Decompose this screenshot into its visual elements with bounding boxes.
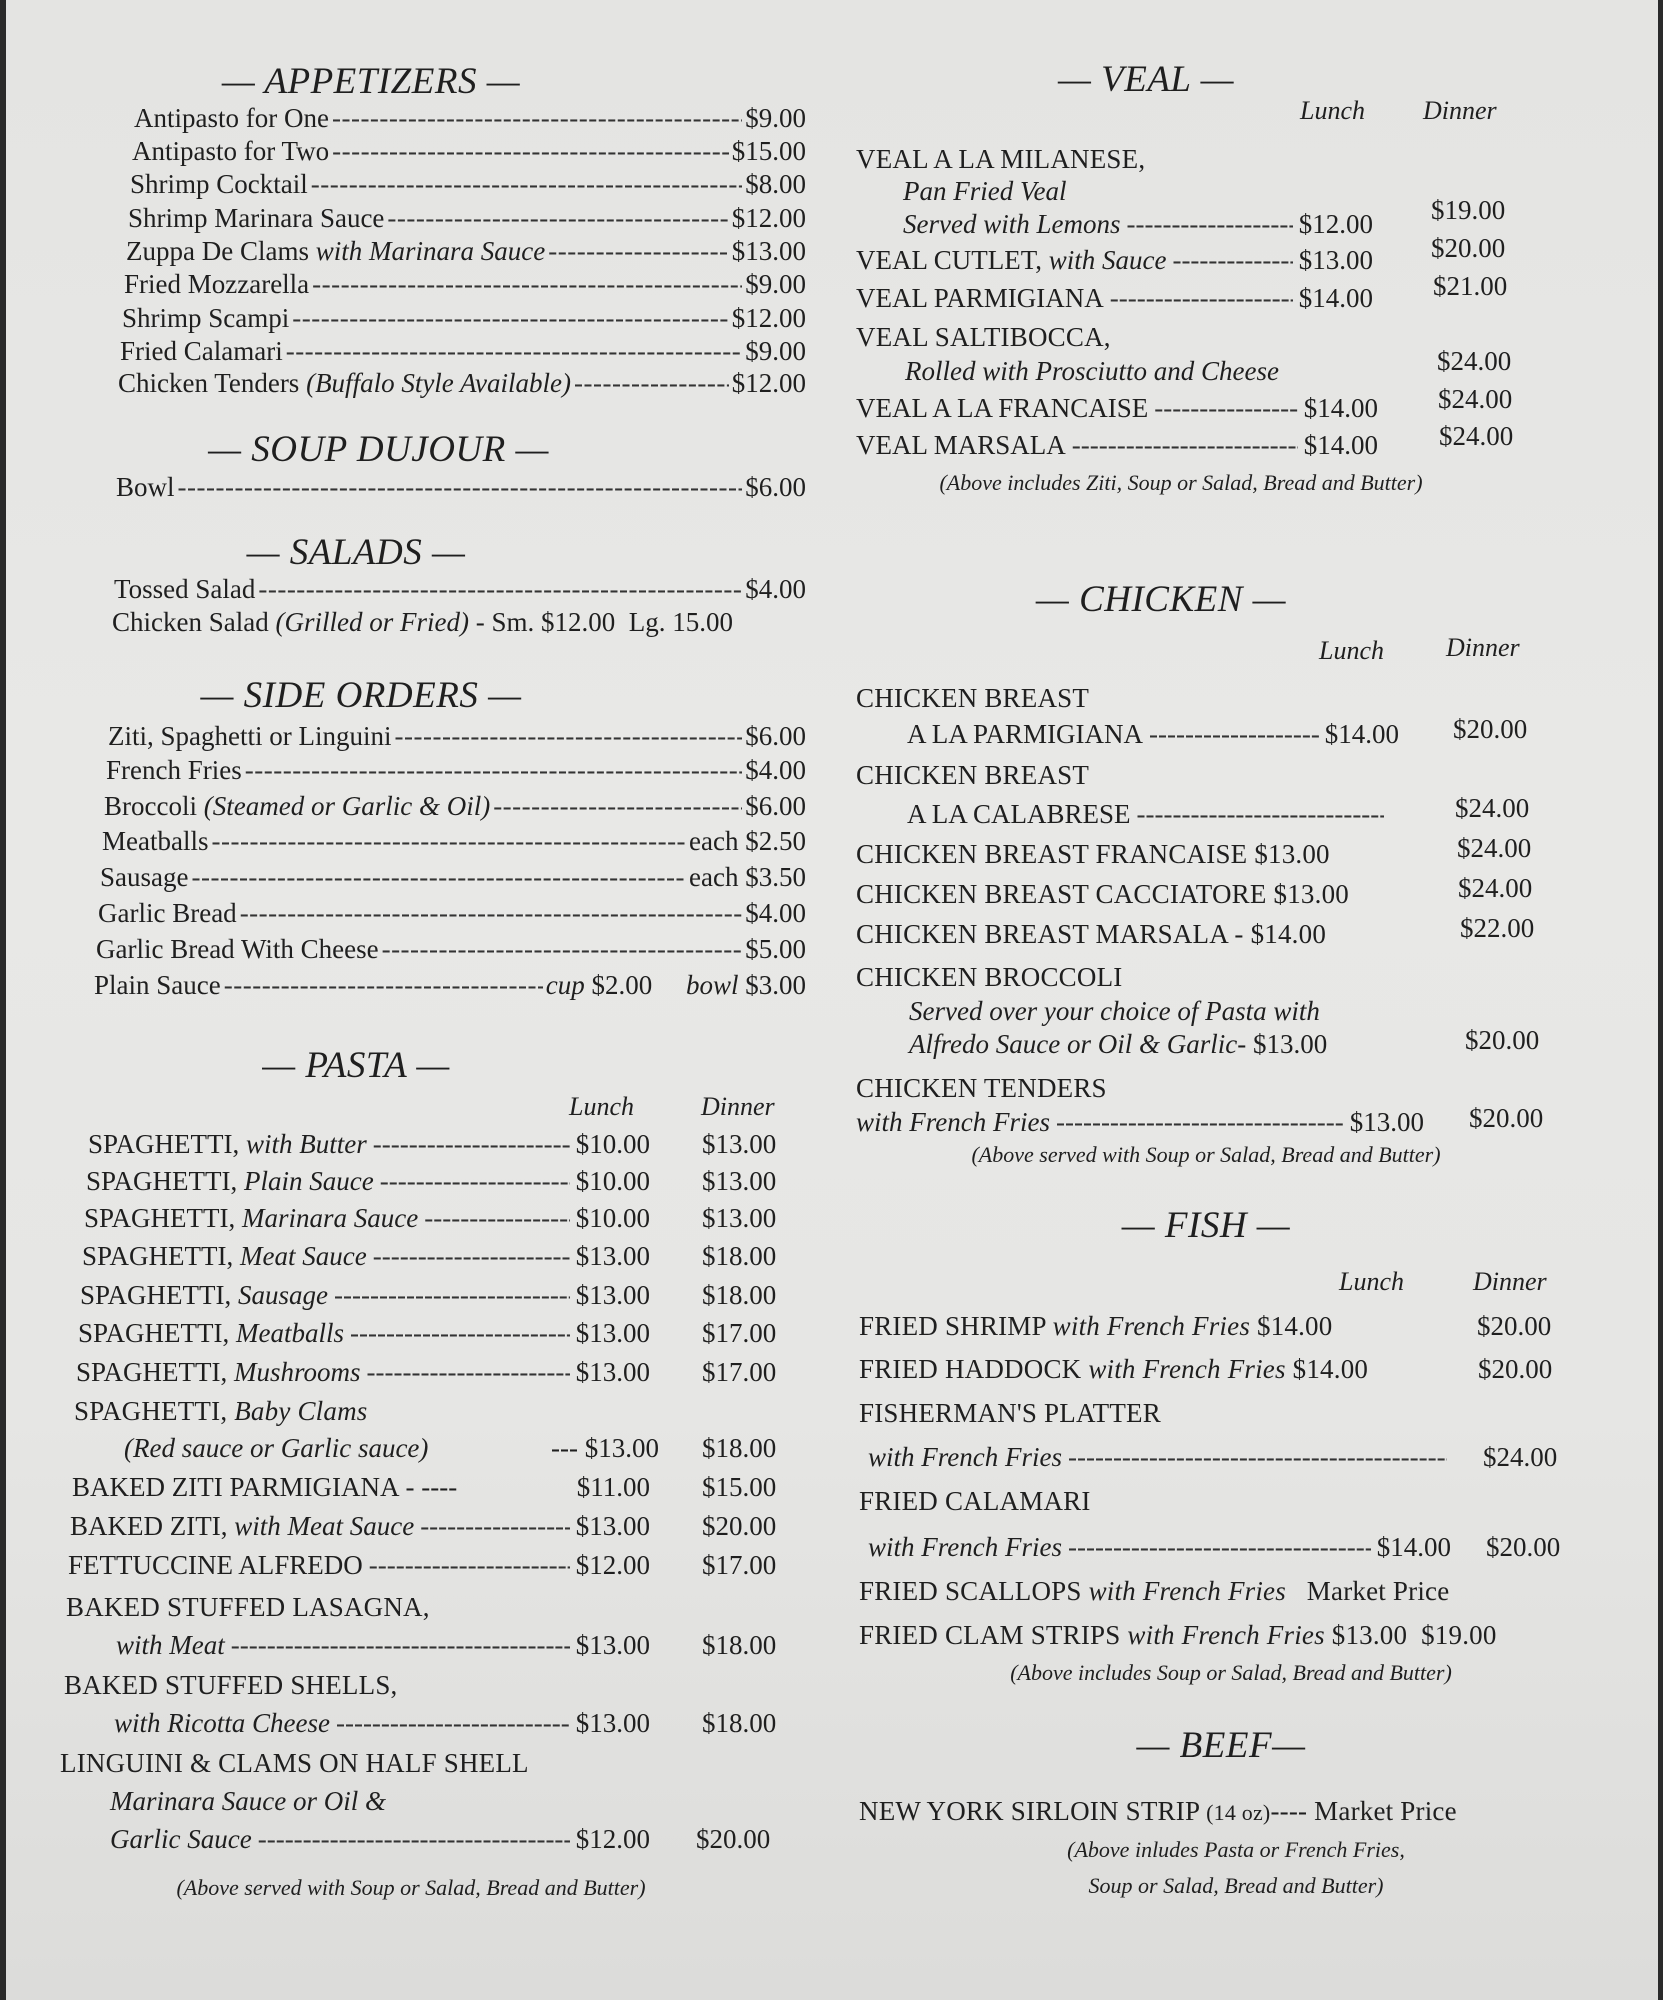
dinner-price: $24.00 — [1455, 793, 1530, 823]
lunch-price: --- $13.00 — [551, 1433, 659, 1463]
menu-item: Bowl ----- $6.00 — [116, 472, 806, 503]
menu-item: Broccoli (Steamed or Garlic & Oil) ----- $6.00 — [104, 791, 806, 822]
menu-item-name: SPAGHETTI, Baby Clams — [74, 1396, 368, 1426]
menu-item: NEW YORK SIRLOIN STRIP (14 oz)---- Market Price — [859, 1796, 1457, 1826]
dinner-price: $13.00 — [702, 1203, 777, 1233]
menu-item: CHICKEN BREAST FRANCAISE $13.00 — [856, 839, 1330, 869]
menu-item-name: CHICKEN BROCCOLI — [856, 962, 1123, 992]
lunch-header: Lunch — [569, 1092, 634, 1121]
menu-item: VEAL MARSALA ----- $14.00 — [856, 430, 1378, 461]
menu-item: VEAL A LA FRANCAISE ----- $14.00 — [856, 393, 1378, 424]
dinner-price: $20.00 — [1431, 233, 1506, 263]
menu-item-subtext: Rolled with Prosciutto and Cheese — [905, 356, 1279, 386]
dinner-price: $21.00 — [1433, 271, 1508, 301]
menu-item: CHICKEN BREAST CACCIATORE $13.00 — [856, 879, 1349, 909]
dinner-price: $18.00 — [702, 1433, 777, 1463]
menu-item: BAKED ZITI, with Meat Sauce ----- $13.00 — [70, 1511, 650, 1542]
menu-item: with French Fries ----- — [868, 1442, 1453, 1473]
menu-item: Garlic Sauce ----- $12.00 — [110, 1824, 650, 1855]
menu-item-name: CHICKEN TENDERS — [856, 1073, 1107, 1103]
dinner-price: $20.00 — [696, 1824, 771, 1854]
dinner-price: $20.00 — [1453, 714, 1528, 744]
dinner-price: $18.00 — [702, 1241, 777, 1271]
menu-item: Antipasto for Two ----- $15.00 — [132, 136, 806, 167]
dinner-price: $24.00 — [1458, 873, 1533, 903]
menu-item: SPAGHETTI, Plain Sauce ----- $10.00 — [86, 1166, 650, 1197]
dinner-price: $17.00 — [702, 1550, 777, 1580]
menu-item: French Fries ----- $4.00 — [106, 755, 806, 786]
beef-note-line-2: Soup or Salad, Bread and Butter) — [1088, 1873, 1384, 1898]
menu-item: A LA CALABRESE ----- — [907, 799, 1390, 830]
menu-item: FRIED SHRIMP with French Fries $14.00 — [859, 1311, 1333, 1341]
menu-item-name: BAKED STUFFED SHELLS, — [64, 1670, 398, 1700]
beef-note-line-1: (Above inludes Pasta or French Fries, — [1067, 1837, 1405, 1862]
chicken-heading: — CHICKEN — — [1035, 579, 1287, 620]
menu-item: Served with Lemons ----- $12.00 — [903, 209, 1373, 240]
menu-item: with French Fries ----- $13.00 — [856, 1107, 1424, 1138]
dinner-price: $20.00 — [1477, 1311, 1552, 1341]
menu-item: Sausage ----- each $3.50 — [100, 862, 806, 893]
menu-item: FETTUCCINE ALFREDO ----- $12.00 — [68, 1550, 650, 1581]
dinner-price: $20.00 — [1469, 1103, 1544, 1133]
dinner-price: $17.00 — [702, 1318, 777, 1348]
menu-item: Fried Calamari ----- $9.00 — [120, 336, 806, 367]
menu-item: A LA PARMIGIANA ----- $14.00 — [907, 719, 1399, 750]
dinner-price: $24.00 — [1438, 384, 1513, 414]
dinner-price: $22.00 — [1460, 913, 1535, 943]
menu-item: Meatballs ----- each $2.50 — [102, 826, 806, 857]
menu-item: SPAGHETTI, Sausage ----- $13.00 — [80, 1280, 650, 1311]
dinner-header: Dinner — [1446, 633, 1520, 662]
dinner-price: $20.00 — [1478, 1354, 1553, 1384]
menu-item: Shrimp Marinara Sauce ----- $12.00 — [128, 203, 806, 234]
menu-item-name: BAKED STUFFED LASAGNA, — [66, 1592, 430, 1622]
menu-item-subtext: Marinara Sauce or Oil & — [110, 1786, 386, 1816]
menu-page — [6, 0, 1658, 2000]
menu-item: Antipasto for One ----- $9.00 — [134, 103, 806, 134]
dinner-price: $24.00 — [1483, 1442, 1558, 1472]
dinner-header: Dinner — [1473, 1267, 1547, 1296]
menu-item: Zuppa De Clams with Marinara Sauce ----- $13.00 — [126, 236, 806, 267]
menu-item: SPAGHETTI, Meatballs ----- $13.00 — [78, 1318, 650, 1349]
menu-item: Garlic Bread ----- $4.00 — [98, 898, 806, 929]
dinner-price: $15.00 — [702, 1472, 777, 1502]
menu-item: Chicken Tenders (Buffalo Style Available) ----- $12.00 — [118, 368, 806, 399]
dinner-price: $20.00 — [702, 1511, 777, 1541]
menu-item: with Meat ----- $13.00 — [116, 1630, 650, 1661]
dinner-price: $20.00 — [1465, 1025, 1540, 1055]
dinner-price: $18.00 — [702, 1630, 777, 1660]
menu-item: SPAGHETTI, Marinara Sauce ----- $10.00 — [84, 1203, 650, 1234]
sides-heading: — SIDE ORDERS — — [200, 675, 522, 716]
dinner-price: $18.00 — [702, 1280, 777, 1310]
menu-item: FRIED SCALLOPS with French Fries Market Price — [859, 1576, 1450, 1606]
dinner-header: Dinner — [701, 1092, 775, 1121]
menu-item: Plain Sauce ----- cup $2.00 bowl $3.00 — [94, 970, 806, 1001]
dinner-price: $13.00 — [702, 1166, 777, 1196]
menu-item: SPAGHETTI, Mushrooms ----- $13.00 — [76, 1357, 650, 1388]
chicken-note: (Above served with Soup or Salad, Bread and Butter) — [971, 1142, 1441, 1167]
menu-item: Shrimp Scampi ----- $12.00 — [122, 303, 806, 334]
dinner-header: Dinner — [1423, 96, 1497, 125]
menu-item-name: VEAL SALTIBOCCA, — [856, 322, 1111, 352]
menu-item-subtext: Pan Fried Veal — [903, 176, 1067, 206]
dinner-price: $13.00 — [702, 1129, 777, 1159]
menu-item: FRIED CLAM STRIPS with French Fries $13.00 $19.00 — [859, 1620, 1497, 1650]
menu-item-subtext: Alfredo Sauce or Oil & Garlic- $13.00 — [909, 1029, 1328, 1059]
veal-heading: — VEAL — — [1057, 59, 1234, 100]
menu-item-name: FISHERMAN'S PLATTER — [859, 1398, 1161, 1428]
lunch-header: Lunch — [1300, 96, 1365, 125]
menu-item: Shrimp Cocktail ----- $8.00 — [130, 169, 806, 200]
menu-item-name: VEAL A LA MILANESE, — [856, 144, 1146, 174]
dinner-price: $18.00 — [702, 1708, 777, 1738]
menu-item: BAKED ZITI PARMIGIANA - ---- $11.00 — [72, 1472, 650, 1502]
menu-item: Tossed Salad ----- $4.00 — [114, 574, 806, 605]
menu-item-name: CHICKEN BREAST — [856, 683, 1090, 713]
soup-heading: — SOUP DUJOUR — — [208, 429, 549, 470]
menu-item: SPAGHETTI, with Butter ----- $10.00 — [88, 1129, 650, 1160]
menu-item: SPAGHETTI, Meat Sauce ----- $13.00 — [82, 1241, 650, 1272]
menu-item-name: LINGUINI & CLAMS ON HALF SHELL — [60, 1748, 529, 1778]
menu-item-name: CHICKEN BREAST — [856, 760, 1090, 790]
pasta-heading: — PASTA — — [262, 1045, 450, 1086]
pasta-note: (Above served with Soup or Salad, Bread and Butter) — [176, 1875, 646, 1900]
menu-item-subtext: (Red sauce or Garlic sauce) — [124, 1433, 429, 1463]
fish-note: (Above includes Soup or Salad, Bread and Butter) — [1010, 1660, 1452, 1685]
left-column — [46, 0, 806, 2000]
dinner-price: $17.00 — [702, 1357, 777, 1387]
menu-item: with Ricotta Cheese ----- $13.00 — [114, 1708, 650, 1739]
menu-item-name: FRIED CALAMARI — [859, 1486, 1091, 1516]
menu-item: with French Fries ----- $14.00 — [868, 1532, 1451, 1563]
menu-item: Chicken Salad (Grilled or Fried) - Sm. $12.00 Lg. 15.00 — [112, 607, 733, 637]
lunch-header: Lunch — [1319, 636, 1384, 665]
dinner-price: $24.00 — [1457, 833, 1532, 863]
beef-heading: — BEEF— — [1136, 1725, 1306, 1766]
fish-heading: — FISH — — [1121, 1205, 1291, 1246]
menu-item-subtext: Served over your choice of Pasta with — [909, 996, 1320, 1026]
dinner-price: $20.00 — [1486, 1532, 1561, 1562]
appetizers-heading: — APPETIZERS — — [221, 61, 521, 102]
veal-note: (Above includes Ziti, Soup or Salad, Bread and Butter) — [939, 470, 1423, 495]
right-column — [841, 0, 1641, 2000]
menu-item: Garlic Bread With Cheese ----- $5.00 — [96, 934, 806, 965]
dinner-price: $24.00 — [1439, 421, 1514, 451]
lunch-header: Lunch — [1339, 1267, 1404, 1296]
menu-item: Ziti, Spaghetti or Linguini ----- $6.00 — [108, 721, 806, 752]
menu-item: FRIED HADDOCK with French Fries $14.00 — [859, 1354, 1369, 1384]
dinner-price: $24.00 — [1437, 346, 1512, 376]
menu-item: VEAL CUTLET, with Sauce ----- $13.00 — [856, 245, 1373, 276]
salads-heading: — SALADS — — [246, 532, 466, 573]
dinner-price: $19.00 — [1431, 195, 1506, 225]
menu-item: CHICKEN BREAST MARSALA - $14.00 — [856, 919, 1327, 949]
menu-item: VEAL PARMIGIANA ----- $14.00 — [856, 283, 1373, 314]
menu-item: Fried Mozzarella ----- $9.00 — [124, 269, 806, 300]
